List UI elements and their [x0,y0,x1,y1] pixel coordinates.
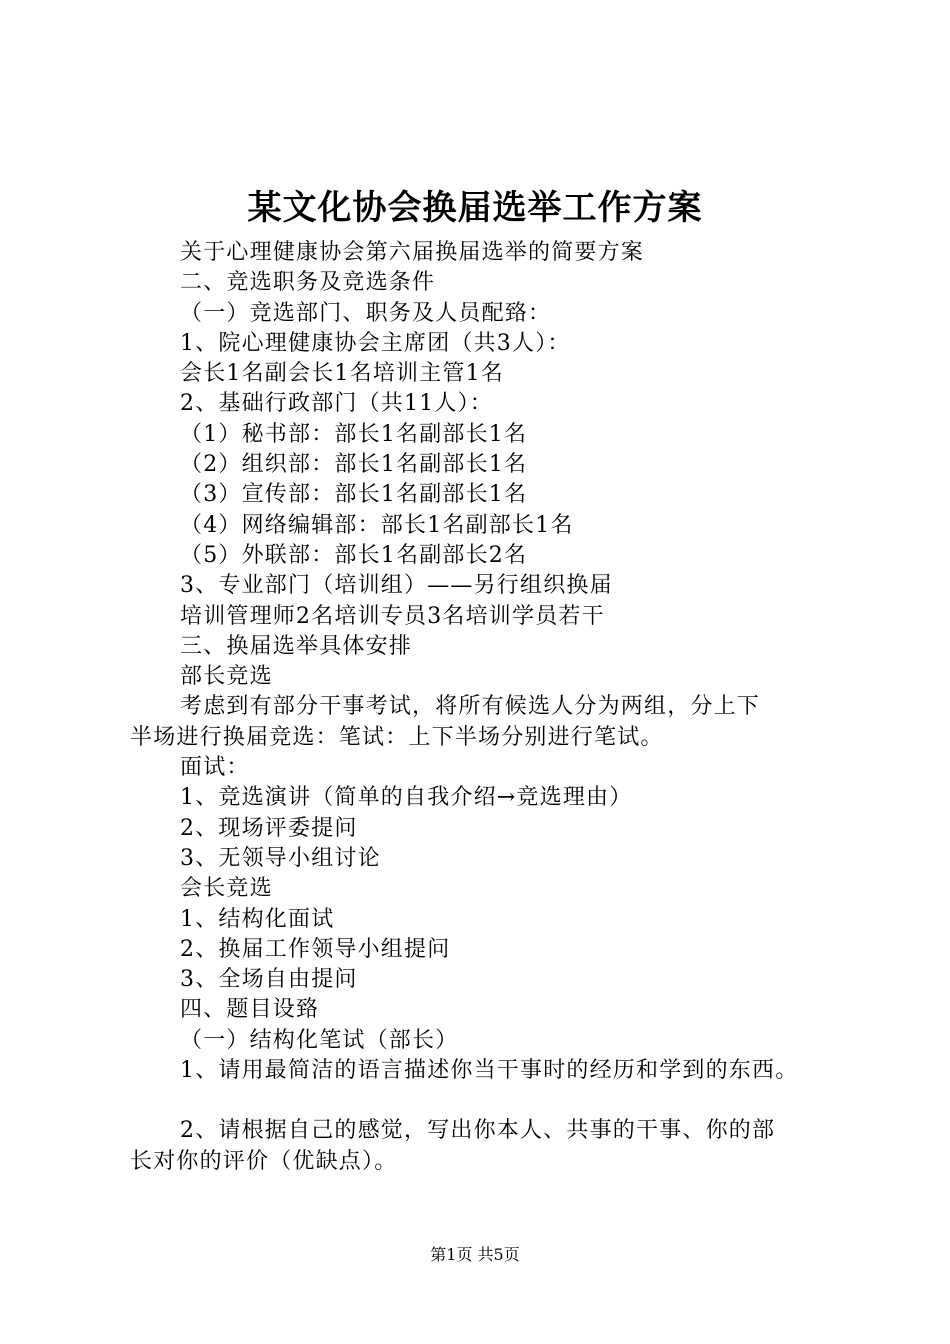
body-line: 会长竞选 [180,876,273,902]
document-body [130,238,850,1177]
body-line: 半场进行换届竞选：笔试：上下半场分别进行笔试。 [130,724,664,750]
body-line: 3、无领导小组讨论 [180,845,381,871]
body-line: （3）宣传部：部长1名副部长1名 [180,482,528,508]
body-line: （一）竞选部门、职务及人员配臵： [180,300,552,326]
body-line: 部长竞选 [180,664,273,690]
body-line: （2）组织部：部长1名副部长1名 [180,452,528,478]
body-line: 面试： [180,755,250,781]
body-line: 1、竞选演讲（简单的自我介绍→竞选理由） [180,785,633,811]
body-line: 1、请用最简洁的语言描述你当干事时的经历和学到的东西。 [180,1058,799,1084]
document-title: 某文化协会换届选举工作方案 [247,188,703,228]
body-line: （1）秘书部：部长1名副部长1名 [180,421,528,447]
body-line: 三、换届选举具体安排 [180,633,413,659]
body-line: （5）外联部：部长1名副部长2名 [180,542,528,568]
body-line: 2、请根据自己的感觉，写出你本人、共事的干事、你的部 [180,1118,776,1144]
body-line: （一）结构化笔试（部长） [180,1027,459,1053]
body-line: 考虑到有部分干事考试，将所有候选人分为两组，分上下 [180,694,761,720]
body-line: 2、基础行政部门（共11人）： [180,391,493,417]
body-line: 四、题目设臵 [180,997,320,1023]
body-line: 二、竞选职务及竞选条件 [180,270,436,296]
body-line: 2、换届工作领导小组提问 [180,936,451,962]
body-line: 3、全场自由提问 [180,967,358,993]
body-line: （4）网络编辑部：部长1名副部长1名 [180,512,574,538]
body-line: 关于心理健康协会第六届换届选举的简要方案 [180,240,645,265]
body-line: 会长1名副会长1名培训主管1名 [180,361,504,387]
page-footer: 第1页 共5页 [430,1245,520,1264]
body-line: 3、专业部门（培训组）——另行组织换届 [180,573,613,599]
body-line: 长对你的评价（优缺点）。 [130,1148,398,1174]
body-line: 2、现场评委提问 [180,815,358,841]
body-line: 培训管理师2名培训专员3名培训学员若干 [180,603,605,629]
body-line: 1、结构化面试 [180,906,335,932]
body-line: 1、院心理健康协会主席团（共3人）： [180,330,571,356]
